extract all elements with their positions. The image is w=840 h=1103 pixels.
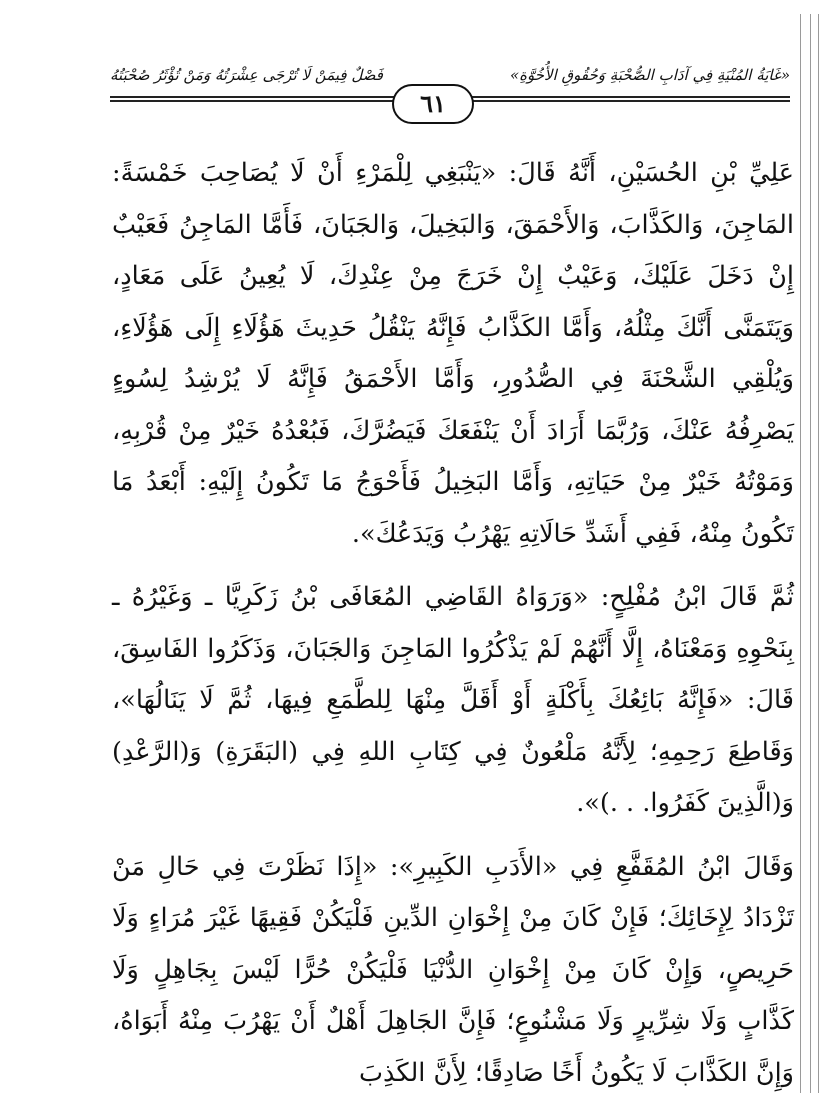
book-title: «غَايَةُ المُنْيَةِ فِي آدَابِ الصُّحْبَةِ وَحُقُوقِ الأُخُوَّةِ» xyxy=(510,66,790,84)
page-number: ٦١ xyxy=(392,84,474,124)
page-edge-line xyxy=(810,14,811,1093)
paragraph: عَلِيِّ بْنِ الحُسَيْنِ، أَنَّهُ قَالَ: «يَنْبَغِي لِلْمَرْءِ أَنْ لَا يُصَاحِبَ خَمْسَةً: المَاجِنَ، وَالكَذَّابَ، وَالأَحْمَقَ، وَالبَخِيلَ، وَالجَبَانَ، فَأَمَّا المَاجِنُ فَعَيْبٌ إِنْ دَخَلَ عَلَيْكَ، وَعَيْبٌ إِنْ خَرَجَ مِنْ عِنْدِكَ، لَا يُعِينُ عَلَى مَعَادٍ، وَيَتَمَنَّى أَنَّكَ مِثْلُهُ، وَأَمَّا الكَذَّابُ فَإِنَّهُ يَنْقُلُ حَدِيثَ هَؤُلَاءِ إِلَى هَؤُلَاءِ، وَيُلْقِي الشَّحْنَةَ فِي الصُّدُورِ، وَأَمَّا الأَحْمَقُ فَإِنَّهُ لَا يُرْشِدُ لِسُوءٍ يَصْرِفُهُ عَنْكَ، وَرُبَّمَا أَرَادَ أَنْ يَنْفَعَكَ فَيَضُرَّكَ، فَبُعْدُهُ خَيْرٌ مِنْ قُرْبِهِ، وَمَوْتُهُ خَيْرٌ مِنْ حَيَاتِهِ، وَأَمَّا البَخِيلُ فَأَحْوَجُ مَا تَكُونُ إِلَيْهِ: أَبْعَدُ مَا تَكُونُ مِنْهُ، فَفِي أَشَدِّ حَالَاتِهِ يَهْرُبُ وَيَدَعُكَ». xyxy=(112,158,794,549)
page-edge-line xyxy=(800,14,801,1093)
paragraph: ثُمَّ قَالَ ابْنُ مُفْلِحٍ: «وَرَوَاهُ القَاضِي المُعَافَى بْنُ زَكَرِيَّا ـ وَغَيْرُهُ ـ بِنَحْوِهِ وَمَعْنَاهُ، إِلَّا أَنَّهُمْ لَمْ يَذْكُرُوا المَاجِنَ وَالجَبَانَ، وَذَكَرُوا الفَاسِقَ، قَالَ: «فَإِنَّهُ بَائِعُكَ بِأَكْلَةٍ أَوْ أَقَلَّ مِنْهَا لِلطَّمَعِ فِيهَا، ثُمَّ لَا يَنَالُهَا»، وَقَاطِعَ رَحِمِهِ؛ لِأَنَّهُ مَلْعُونٌ فِي كِتَابِ اللهِ فِي (البَقَرَةِ) وَ(الرَّعْدِ) وَ(الَّذِينَ كَفَرُوا. . .)». xyxy=(112,582,794,818)
page-edge-line xyxy=(818,14,819,1093)
page-body xyxy=(112,148,794,1099)
paragraph: وَقَالَ ابْنُ المُقَفَّعِ فِي «الأَدَبِ الكَبِيرِ»: «إِذَا نَظَرْتَ فِي حَالِ مَنْ تَزْدَادُ لِإِخَائِكَ؛ فَإِنْ كَانَ مِنْ إِخْوَانِ الدِّينِ فَلْيَكُنْ فَقِيهًا غَيْرَ مُرَاءٍ وَلَا حَرِيصٍ، وَإِنْ كَانَ مِنْ إِخْوَانِ الدُّنْيَا فَلْيَكُنْ حُرًّا لَيْسَ بِجَاهِلٍ وَلَا كَذَّابٍ وَلَا شِرِّيرٍ وَلَا مَشْنُوعٍ؛ فَإِنَّ الجَاهِلَ أَهْلٌ أَنْ يَهْرُبَ مِنْهُ أَبَوَاهُ، وَإِنَّ الكَذَّابَ لَا يَكُونُ أَخًا صَادِقًا؛ لِأَنَّ الكَذِبَ xyxy=(112,851,795,1088)
section-title: فَصْلٌ فِيمَنْ لَا تُرْجَى عِشْرَتُهُ وَمَنْ تُؤْثَرُ صُحْبَتُهُ xyxy=(110,66,383,84)
